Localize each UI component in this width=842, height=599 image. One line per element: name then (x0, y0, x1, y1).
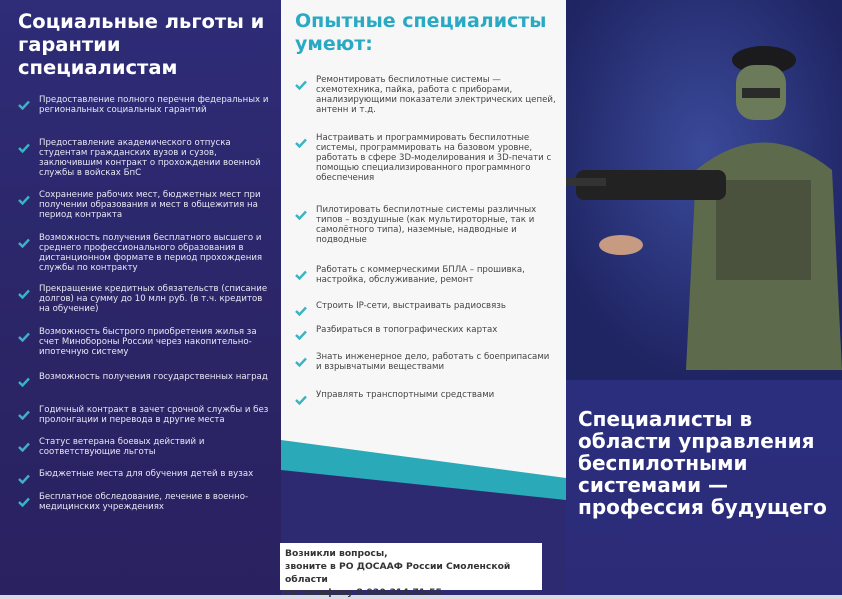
check-icon (18, 233, 39, 252)
list-item-text: Бесплатное обследование, лечение в военно-медицинских учреждениях (39, 492, 249, 512)
check-icon (18, 95, 39, 114)
skills-panel (281, 0, 566, 595)
note-line-3: по телефону 8-920-314-71-55 (285, 587, 442, 598)
check-icon (18, 190, 39, 209)
list-item (18, 95, 273, 115)
list-item-text: Возможность получения бесплатного высшего и среднего профессионального образования в дистанционном формате в период прохождения службы по контракту (39, 233, 263, 273)
list-item (18, 372, 273, 391)
list-item (18, 405, 273, 425)
list-item-text: Предоставление академического отпуска студентам гражданских вузов и сузов, заключившим контракт о прохождении военной службы в войсках БпС (39, 138, 261, 178)
check-icon (18, 138, 39, 157)
list-item-text: Строить IP-сети, выстраивать радиосвязь (316, 301, 506, 311)
list-item (18, 327, 273, 357)
cover-panel (566, 0, 842, 595)
list-item-text: Прекращение кредитных обязательств (списание долгов) на сумму до 10 млн руб. (в т.ч. кредитов на обучение) (39, 284, 268, 314)
cover-title: Специалисты в области управления беспилотными системами — профессия будущего (578, 407, 827, 519)
check-icon (18, 327, 39, 346)
check-icon (18, 437, 39, 456)
list-item-text: Бюджетные места для обучения детей в вузах (39, 469, 254, 479)
skills-title: Опытные специалисты умеют: (295, 10, 547, 55)
list-item-text: Возможность получения государственных наград (39, 372, 268, 382)
list-item-text: Сохранение рабочих мест, бюджетных мест при получении образования и мест в общежития на период контракта (39, 190, 261, 220)
list-item-text: Разбираться в топографических картах (316, 325, 498, 335)
list-item-text: Работать с коммерческими БПЛА – прошивка, настройка, обслуживание, ремонт (316, 265, 525, 285)
check-icon (18, 405, 39, 424)
benefits-panel (0, 0, 281, 595)
list-item (18, 284, 273, 314)
soldier-with-drone-image (566, 0, 842, 380)
list-item (18, 492, 273, 512)
list-item (18, 437, 273, 457)
list-item-text: Предоставление полного перечня федеральных и региональных социальных гарантий (39, 95, 269, 115)
list-item-text: Знать инженерное дело, работать с боеприпасами и взрывчатыми веществами (316, 352, 550, 372)
list-item-text: Ремонтировать беспилотные системы — схемотехника, пайка, работа с приборами, анализирующими показатели электрических цепей, антенн и т.д. (316, 75, 556, 115)
note-line-1: Возникли вопросы, (285, 548, 388, 559)
list-item (18, 138, 273, 178)
list-item (18, 190, 273, 220)
list-item-text: Настраивать и программировать беспилотные системы, программировать на базовом уровне, работать в сфере 3D-моделирования и 3D-печати с помощью специализированного программного обеспечения (316, 133, 552, 183)
note-line-2: звоните в РО ДОСААФ России Смоленской области (285, 561, 511, 585)
benefits-title: Социальные льготы и гарантии специалистам (18, 10, 265, 79)
list-item (18, 233, 273, 273)
check-icon (18, 492, 39, 511)
list-item-text: Управлять транспортными средствами (316, 390, 495, 400)
check-icon (18, 284, 39, 303)
list-item-text: Статус ветерана боевых действий и соответствующие льготы (39, 437, 205, 457)
check-icon (18, 372, 39, 391)
check-icon (18, 469, 39, 488)
list-item (18, 469, 273, 488)
contact-note (280, 543, 542, 598)
list-item-text: Годичный контракт в зачет срочной службы и без пролонгации и перевода в другие места (39, 405, 269, 425)
decorative-stripes (281, 0, 566, 595)
list-item-text: Возможность быстрого приобретения жилья за счет Минобороны России через накопительно-ипотечную систему (39, 327, 257, 357)
list-item-text: Пилотировать беспилотные системы различных типов – воздушные (как мультироторные, так и самолётного типа), наземные, надводные и подводные (316, 205, 537, 245)
